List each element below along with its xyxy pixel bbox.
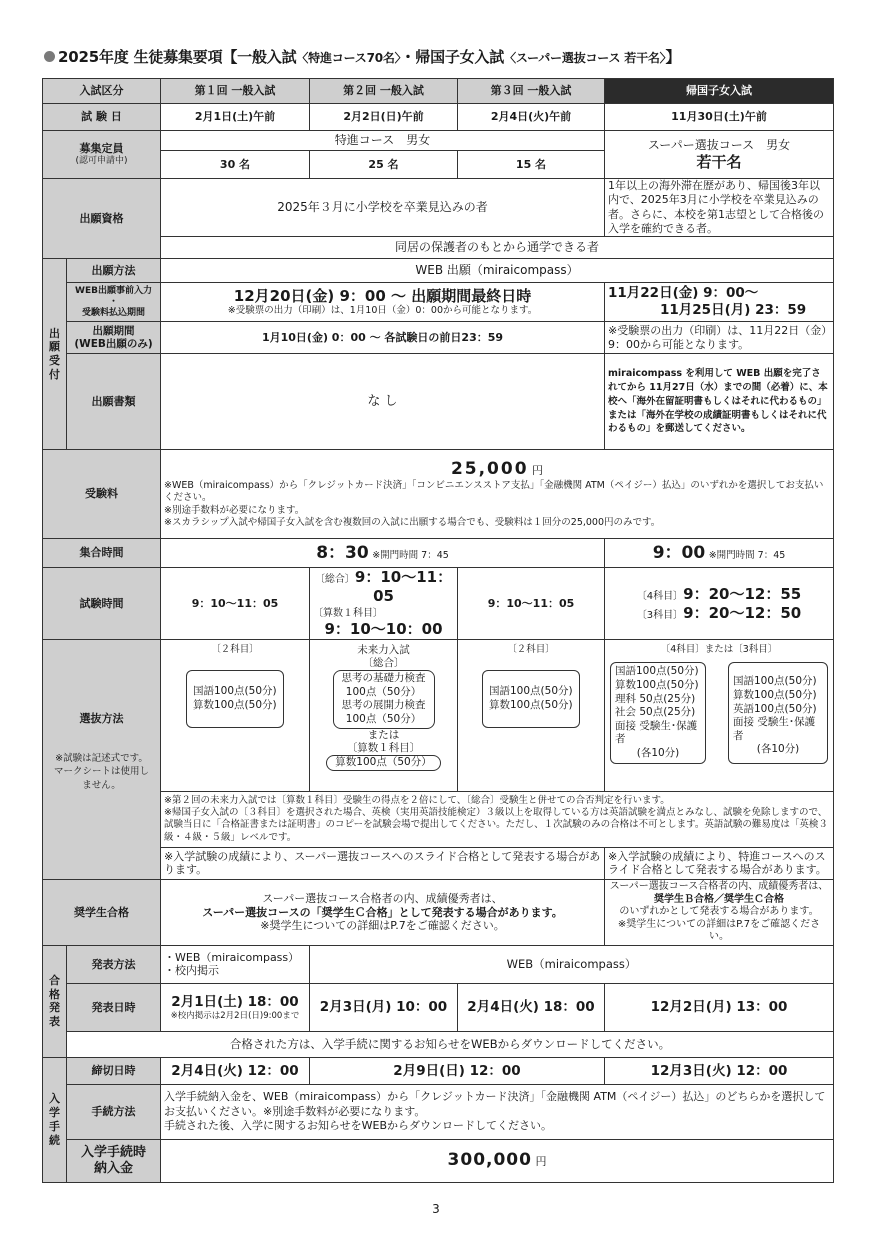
selection-r1-line1: 国語100点(50分) xyxy=(193,685,277,698)
enroll-deadline-r1: 2月4日(火) 12：00 xyxy=(161,1057,310,1084)
announce-common-row xyxy=(43,1031,834,1057)
announce-date-r3: 2月4日(火) 18：00 xyxy=(458,983,605,1031)
documents-general: な し xyxy=(161,354,605,450)
eligibility-label: 出願資格 xyxy=(43,179,161,259)
enroll-deadline-r23: 2月9日(日) 12：00 xyxy=(310,1057,605,1084)
announce-method-r1-cell xyxy=(161,945,310,983)
exam-time-r2-sansu: 9：10～10：00 xyxy=(324,620,443,639)
exam-time-row xyxy=(43,568,834,640)
fee-row xyxy=(43,450,834,539)
column-r3: 第３回 一般入試 xyxy=(458,79,605,104)
selection-ret4-l1: 国語100点(50分) xyxy=(615,665,699,678)
eligibility-row xyxy=(43,179,834,237)
selection-ret4-l3: 理科 50点(25分) xyxy=(615,692,696,705)
scholarship-general-cell xyxy=(161,879,605,945)
exam-date-row xyxy=(43,104,834,131)
enroll-payment-label-1: 入学手続時 xyxy=(80,1144,146,1160)
announce-date-r1-note: ※校内掲示は2月2日(日)9:00まで xyxy=(170,1010,300,1021)
scholarship-general-l3: ※奨学生についての詳細はP.7をご確認ください。 xyxy=(260,919,505,933)
selection-note-1: ※第２回の未来力入試では〔算数１科目〕受験生の得点を２倍にして、〔総合〕受験生と併せての合否判定を行います。 xyxy=(164,794,670,806)
announce-group-label xyxy=(43,945,67,1057)
capacity-r3: 15 名 xyxy=(458,151,605,179)
application-method-row xyxy=(43,259,834,283)
announce-date-label: 発表日時 xyxy=(67,983,161,1031)
selection-r2-sansu: 〔算数１科目〕 xyxy=(346,741,421,754)
assembly-general-cell xyxy=(161,539,605,568)
prereg-row xyxy=(43,283,834,322)
prereg-label-2: ・ xyxy=(108,296,118,307)
selection-label: 選抜方法 xyxy=(79,711,124,725)
period-label-1: 出願期間 xyxy=(92,325,135,338)
selection-r3-line1: 国語100点(50分) xyxy=(489,685,573,698)
selection-ret3-l4: 面接 受験生･保護者 xyxy=(733,716,816,742)
fee-cell xyxy=(161,450,834,539)
eligibility-common-row xyxy=(43,237,834,259)
capacity-row xyxy=(43,131,834,151)
announce-date-returnee: 12月2日(月) 13：00 xyxy=(605,983,834,1031)
selection-r2-box1-l3: 思考の展開力検査 xyxy=(341,699,426,712)
application-group-text: 出願受付 xyxy=(49,326,60,381)
enroll-method-l2: 手続された後、入学に関するお知らせをWEBからダウンロードしてください。 xyxy=(164,1119,553,1133)
announce-common: 合格された方は、入学手続に関するお知らせをWEBからダウンロードしてください。 xyxy=(67,1031,834,1057)
exam-time-ret-3-label: 〔3科目〕 xyxy=(636,609,684,621)
heading-prefix: 2025年度 生徒募集要項【一般入試 xyxy=(58,48,297,66)
announce-date-r1-cell xyxy=(161,983,310,1031)
column-header-row xyxy=(43,79,834,104)
prereg-general-cell xyxy=(161,283,605,322)
exam-time-r1: 9：10～11：05 xyxy=(161,568,310,640)
selection-r3-head: 〔２科目〕 xyxy=(507,643,555,655)
exam-time-returnee-cell xyxy=(605,568,834,640)
prereg-general: 12月20日(金) 9：00 ～ 出願期間最終日時 xyxy=(233,286,532,305)
selection-r1-cell xyxy=(161,639,310,791)
exam-time-ret-4-label: 〔4科目〕 xyxy=(636,590,684,602)
selection-r2-box2: 算数100点（50分） xyxy=(326,755,440,771)
capacity-course-returnee: スーパー選抜コース 男女 xyxy=(647,137,791,152)
announce-date-r1: 2月1日(土) 18：00 xyxy=(171,993,299,1010)
capacity-course-general: 特進コース 男女 xyxy=(161,131,605,151)
enroll-group-label xyxy=(43,1057,67,1182)
exam-date-r3: 2月4日(火)午前 xyxy=(458,104,605,131)
scholarship-returnee-cell xyxy=(605,879,834,945)
selection-r2-box1-l2: 100点（50分） xyxy=(345,685,422,698)
scholarship-general-l2: スーパー選抜コースの「奨学生Ｃ合格」として発表する場合があります。 xyxy=(202,905,563,919)
slide-row xyxy=(43,847,834,879)
fee-note-1: ※WEB（miraicompass）から「クレジットカード決済」「コンビニエンスストア支払」「金融機関 ATM（ペイジー）払込」のいずれかを選択してお支払いください。 xyxy=(164,480,824,504)
exam-time-r2-sogo: 9：10～11：05 xyxy=(354,568,453,605)
slide-returnee: ※入学試験の成績により、特進コースへのスライド合格として発表する場合があります。 xyxy=(605,847,834,879)
enroll-method-cell xyxy=(161,1084,834,1139)
selection-r2-box1-l4: 100点（50分） xyxy=(345,713,422,726)
selection-ret3-l1: 国語100点(50分) xyxy=(733,675,817,688)
page-heading xyxy=(44,46,844,67)
capacity-returnee: 若干名 xyxy=(696,152,742,171)
exam-date-r1: 2月1日(土)午前 xyxy=(161,104,310,131)
announce-date-r2: 2月3日(月) 10：00 xyxy=(310,983,458,1031)
period-returnee-note: ※受験票の出力（印刷）は、11月22日（金）9：00から可能となります。 xyxy=(605,322,834,354)
selection-r2-box1-l1: 思考の基礎力検査 xyxy=(341,672,426,685)
application-method: WEB 出願（miraicompass） xyxy=(161,259,834,283)
eligibility-returnee: 1年以上の海外滞在歴があり、帰国後3年以内で、2025年3月に小学校を卒業見込みの者。さらに、本校を第1志望として合格後の入学を確約できる者。 xyxy=(605,179,834,237)
admissions-table xyxy=(42,78,834,1183)
selection-ret4-l5: 面接 受験生･保護者 xyxy=(615,719,698,746)
fee-note-3: ※スカラシップ入試や帰国子女入試を含む複数回の入試に出願する場合でも、受験料は１回分の25,000円のみです。 xyxy=(164,517,661,529)
column-returnee: 帰国子女入試 xyxy=(605,79,834,104)
capacity-label-cell xyxy=(43,131,161,179)
selection-label-cell xyxy=(43,639,161,879)
exam-time-ret-3: 9：20～12：50 xyxy=(683,603,802,622)
heading-suffix: 】 xyxy=(665,48,681,66)
exam-date-label: 試 験 日 xyxy=(43,104,161,131)
selection-r3-line2: 算数100点(50分) xyxy=(489,698,573,711)
heading-general-note: 〈特進コース70名〉 xyxy=(296,51,401,65)
assembly-returnee: 9：00 xyxy=(652,542,706,563)
selection-ret3-l5: (各10分) xyxy=(756,743,800,756)
bullet-dot-icon xyxy=(44,51,55,62)
selection-row xyxy=(43,639,834,791)
application-method-label: 出願方法 xyxy=(67,259,161,283)
fee-amount: 25,000 xyxy=(450,458,529,479)
exam-time-r2-sogo-label: 〔総合〕 xyxy=(314,574,355,586)
selection-notes-cell xyxy=(161,791,834,847)
application-period-row xyxy=(43,322,834,354)
exam-time-label: 試験時間 xyxy=(43,568,161,640)
scholarship-returnee-l2: 奨学生Ｂ合格／奨学生Ｃ合格 xyxy=(654,893,784,905)
prereg-returnee-1: 11月22日(金) 9：00～ xyxy=(608,285,759,302)
enroll-deadline-row xyxy=(43,1057,834,1084)
exam-time-r2-cell xyxy=(310,568,458,640)
selection-r2-cell xyxy=(310,639,458,791)
scholarship-label: 奨学生合格 xyxy=(43,879,161,945)
enroll-payment-unit: 円 xyxy=(535,1155,547,1169)
selection-r1-box xyxy=(186,670,284,727)
heading-returnee-note: 〈スーパー選抜コース 若干名〉 xyxy=(504,51,666,65)
selection-ret4-l4: 社会 50点(25分) xyxy=(615,706,696,719)
selection-ret3-l2: 算数100点(50分) xyxy=(733,688,817,701)
scholarship-row xyxy=(43,879,834,945)
announce-method-r1-l1: ・WEB（miraicompass） xyxy=(164,950,300,964)
period-general: 1月10日(金) 0：00 ～ 各試験日の前日23：59 xyxy=(161,322,605,354)
announce-method-row xyxy=(43,945,834,983)
page-number: 3 xyxy=(432,1202,440,1216)
prereg-returnee-2: 11月25日(月) 23：59 xyxy=(660,302,807,319)
assembly-label: 集合時間 xyxy=(43,539,161,568)
capacity-returnee-cell xyxy=(605,131,834,179)
selection-r3-box xyxy=(482,670,580,727)
capacity-r1: 30 名 xyxy=(161,151,310,179)
capacity-label-note: (認可申請中) xyxy=(75,155,128,166)
slide-general: ※入学試験の成績により、スーパー選抜コースへのスライド合格として発表する場合があります。 xyxy=(161,847,605,879)
documents-label: 出願書類 xyxy=(67,354,161,450)
enroll-payment-cell xyxy=(161,1139,834,1182)
enroll-payment-amount: 300,000 xyxy=(447,1150,532,1171)
announce-date-row xyxy=(43,983,834,1031)
selection-r2-box1 xyxy=(333,670,435,729)
assembly-returnee-note: ※開門時間 7：45 xyxy=(708,549,786,561)
exam-date-r2: 2月2日(日)午前 xyxy=(310,104,458,131)
selection-r2-sogo: 〔総合〕 xyxy=(362,657,405,670)
selection-r1-line2: 算数100点(50分) xyxy=(193,698,277,711)
enroll-payment-label-cell xyxy=(67,1139,161,1182)
scholarship-returnee-l3: のいずれかとして発表する場合があります。 xyxy=(619,906,819,918)
selection-ret3-box xyxy=(728,662,828,763)
exam-time-r2-sansu-label: 〔算数１科目〕 xyxy=(313,607,383,619)
enroll-payment-row xyxy=(43,1139,834,1182)
capacity-r2: 25 名 xyxy=(310,151,458,179)
fee-note-2: ※別途手数料が必要になります。 xyxy=(164,504,305,516)
announce-method-label: 発表方法 xyxy=(67,945,161,983)
fee-unit: 円 xyxy=(532,463,544,477)
prereg-label-3: 受験料払込期間 xyxy=(81,307,145,318)
selection-label-note: ※試験は記述式です。マークシートは使用しません。 xyxy=(53,752,149,792)
prereg-general-note: ※受験票の出力（印刷）は、1月10日（金）0：00から可能となります。 xyxy=(227,305,538,317)
scholarship-general-l1: スーパー選抜コース合格者の内、成績優秀者は、 xyxy=(262,891,503,905)
selection-ret-head: 〔4科目〕または〔3科目〕 xyxy=(660,643,778,655)
eligibility-general: 2025年３月に小学校を卒業見込みの者 xyxy=(161,179,605,237)
documents-row xyxy=(43,354,834,450)
enroll-method-l1: 入学手続納入金を、WEB（miraicompass）から「クレジットカード決済」「金融機関 ATM（ペイジー）払込」のどちらかを選択してお支払いください。※別途手数料が必要になります。 xyxy=(164,1089,826,1118)
selection-r2-or: または xyxy=(367,728,400,741)
heading-mid: ・帰国子女入試 xyxy=(400,48,505,66)
enroll-payment-label-2: 納入金 xyxy=(93,1160,133,1176)
scholarship-returnee-l4: ※奨学生についての詳細はP.7をご確認ください。 xyxy=(617,918,821,943)
documents-returnee: miraicompass を利用して WEB 出願を完了されてから 11月27日（水）までの間（必着）に、本校へ「海外在留証明書もしくはそれに代わるもの」または「海外在学校の成績証明書もしくはそれに代わるもの」を郵送してください。 xyxy=(605,354,834,450)
column-r2: 第２回 一般入試 xyxy=(310,79,458,104)
capacity-label: 募集定員 xyxy=(79,142,124,155)
scholarship-returnee-l1: スーパー選抜コース合格者の内、成績優秀者は、 xyxy=(609,881,829,893)
selection-returnee-cell xyxy=(605,639,834,791)
selection-ret4-l2: 算数100点(50分) xyxy=(615,678,699,691)
selection-ret4-l6: (各10分) xyxy=(636,747,680,760)
assembly-row xyxy=(43,539,834,568)
enroll-group-text: 入学手続 xyxy=(49,1092,60,1147)
assembly-general: 8：30 xyxy=(316,542,369,563)
period-label-2: (WEB出願のみ) xyxy=(74,337,153,350)
fee-label: 受験料 xyxy=(43,450,161,539)
selection-ret4-box xyxy=(610,662,706,763)
prereg-returnee-cell xyxy=(605,283,834,322)
column-label: 入試区分 xyxy=(43,79,161,104)
exam-time-r3: 9：10～11：05 xyxy=(458,568,605,640)
prereg-label-cell xyxy=(67,283,161,322)
column-r1: 第１回 一般入試 xyxy=(161,79,310,104)
eligibility-common: 同居の保護者のもとから通学できる者 xyxy=(161,237,834,259)
assembly-general-note: ※開門時間 7：45 xyxy=(372,549,449,561)
exam-time-ret-4: 9：20～12：55 xyxy=(683,584,802,603)
selection-r3-cell xyxy=(458,639,605,791)
selection-note-2: ※帰国子女入試の〔３科目〕を選択された場合、英検（実用英語技能検定）３級以上を取得している方は英語試験を満点とみなし、試験を免除しますので、試験当日に「合格証書または証明書」のコピーを試験会場で提出してください。ただし、１次試験のみの合格は不可とします。英語試験の難易度は「英検３級・４級・５級」レベルです。 xyxy=(164,807,828,843)
enroll-deadline-returnee: 12月3日(火) 12：00 xyxy=(605,1057,834,1084)
selection-r2-title: 未来力入試 xyxy=(357,643,410,656)
enroll-deadline-label: 締切日時 xyxy=(67,1057,161,1084)
enroll-method-label: 手続方法 xyxy=(67,1084,161,1139)
announce-group-text: 合格発表 xyxy=(49,973,60,1029)
selection-notes-row xyxy=(43,791,834,847)
announce-method-others: WEB（miraicompass） xyxy=(310,945,834,983)
application-group-label xyxy=(43,259,67,450)
prereg-label-1: WEB出願事前入力 xyxy=(75,285,152,296)
enroll-method-row xyxy=(43,1084,834,1139)
period-label-cell xyxy=(67,322,161,354)
announce-method-r1-l2: ・校内掲示 xyxy=(164,964,219,978)
exam-date-returnee: 11月30日(土)午前 xyxy=(605,104,834,131)
assembly-returnee-cell xyxy=(605,539,834,568)
selection-ret3-l3: 英語100点(50分) xyxy=(733,702,817,715)
selection-r1-head: 〔２科目〕 xyxy=(211,643,259,655)
